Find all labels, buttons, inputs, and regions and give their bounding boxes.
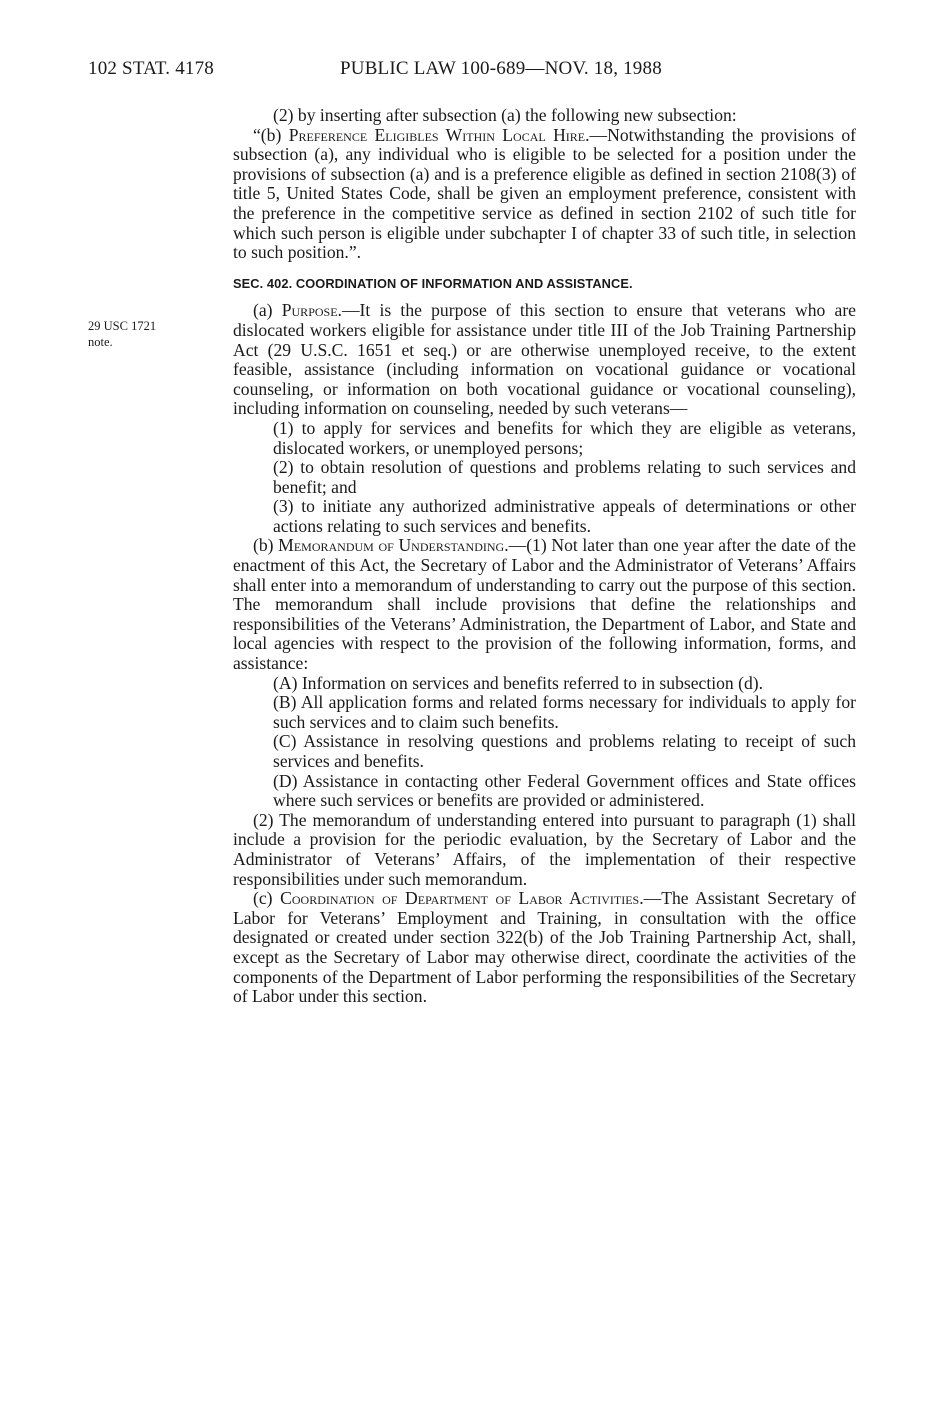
quoted-subsection-b bbox=[233, 126, 856, 263]
stat-page-number: 102 STAT. 4178 bbox=[88, 58, 215, 79]
amendment-paragraph-2: (2) by inserting after subsection (a) the following new subsection: bbox=[273, 105, 737, 125]
quoted-subsection-heading: Preference Eligibles Within Local Hire. bbox=[288, 124, 590, 145]
subsection-b-paragraph-2: (2) The memorandum of understanding entered into pursuant to paragraph (1) shall include a provision for the periodic evaluation, by the Secretary of Labor and the Administrator of Veterans’ Affairs, of the implementation of their respective responsibilities under such memorandum. bbox=[233, 809, 856, 889]
margin-note-citation: 29 USC 1721 bbox=[88, 319, 157, 333]
subsection-a-label: (a) bbox=[253, 300, 282, 321]
quoted-subsection-text: —Notwithstanding the provisions of subsection (a), any individual who is eligible to be selected for a position under the provisions of subsection (a) and is a preference eligible as defined in section 2108(3) of title 5, United States Code, shall be given an employment preference, consistent with the preference in the competitive service as defined in section 2102 of such title for which such person is eligible under subchapter I of chapter 33 of such title, in selection to such position.”. bbox=[233, 124, 856, 263]
subsection-a-item-1: (1) to apply for services and benefits for which they are eligible as veterans, dislocated workers, or unemployed persons; bbox=[273, 417, 856, 458]
margin-note-label: note. bbox=[88, 335, 113, 349]
subsection-a-item-3: (3) to initiate any authorized administrative appeals of determinations or other actions relating to such services and benefits. bbox=[273, 496, 856, 536]
page-header bbox=[88, 58, 868, 88]
document-body bbox=[233, 106, 856, 1007]
subsection-b-text: —(1) Not later than one year after the date of the enactment of this Act, the Secretary of Labor and the Administrator of Veterans’ Affairs shall enter into a memorandum of understanding to carry out the purpose of this section. The memorandum shall include provisions that define the relationships and responsibilities of the Veterans’ Administration, the Department of Labor, and State and local agencies with respect to the provision of the following information, forms, and assistance: bbox=[233, 535, 856, 674]
subsection-c-text: —The Assistant Secretary of Labor for Veterans’ Employment and Training, in consultation with the office designated or created under section 322(b) of the Job Training Partnership Act, shall, except as the Secretary of Labor may otherwise direct, coordinate the activities of the components of the Department of Labor performing the responsibilities of the Secretary of Labor under this section. bbox=[233, 888, 856, 1007]
subsection-b-label: (b) bbox=[253, 535, 279, 556]
subsection-a bbox=[233, 301, 856, 419]
subsection-a-text: —It is the purpose of this section to ensure that veterans who are dislocated workers eligible for assistance under title III of the Job Training Partnership Act (29 U.S.C. 1651 et seq.) or are otherwise unemployed receive, to the extent feasible, assistance (including information on vocational guidance or vocational counseling, or information on both vocational guidance or vocational counseling), including information on counseling, needed by such veterans— bbox=[233, 300, 856, 419]
subsection-b-item-b: (B) All application forms and related forms necessary for individuals to apply for such services and to claim such benefits. bbox=[273, 692, 856, 732]
subsection-c bbox=[233, 889, 856, 1007]
margin-note bbox=[88, 318, 156, 350]
subsection-a-item-2: (2) to obtain resolution of questions and problems relating to such services and benefit; and bbox=[273, 457, 856, 497]
subsection-b-item-d: (D) Assistance in contacting other Federal Government offices and State offices where such services or benefits are provided or administered. bbox=[273, 770, 856, 811]
subsection-c-label: (c) bbox=[253, 888, 281, 909]
subsection-c-heading: Coordination of Department of Labor Activities. bbox=[280, 888, 644, 909]
quote-open: “(b) bbox=[253, 124, 289, 145]
public-law-title: PUBLIC LAW 100-689—NOV. 18, 1988 bbox=[340, 58, 662, 79]
subsection-b-item-a: (A) Information on services and benefits referred to in subsection (d). bbox=[273, 672, 764, 693]
subsection-b-heading: Memorandum of Understanding. bbox=[278, 535, 509, 556]
subsection-b-item-c: (C) Assistance in resolving questions and problems relating to receipt of such services and benefits. bbox=[273, 731, 856, 771]
subsection-b bbox=[233, 536, 856, 673]
section-heading: SEC. 402. COORDINATION OF INFORMATION AND ASSISTANCE. bbox=[233, 275, 633, 291]
subsection-a-heading: Purpose. bbox=[281, 300, 342, 321]
